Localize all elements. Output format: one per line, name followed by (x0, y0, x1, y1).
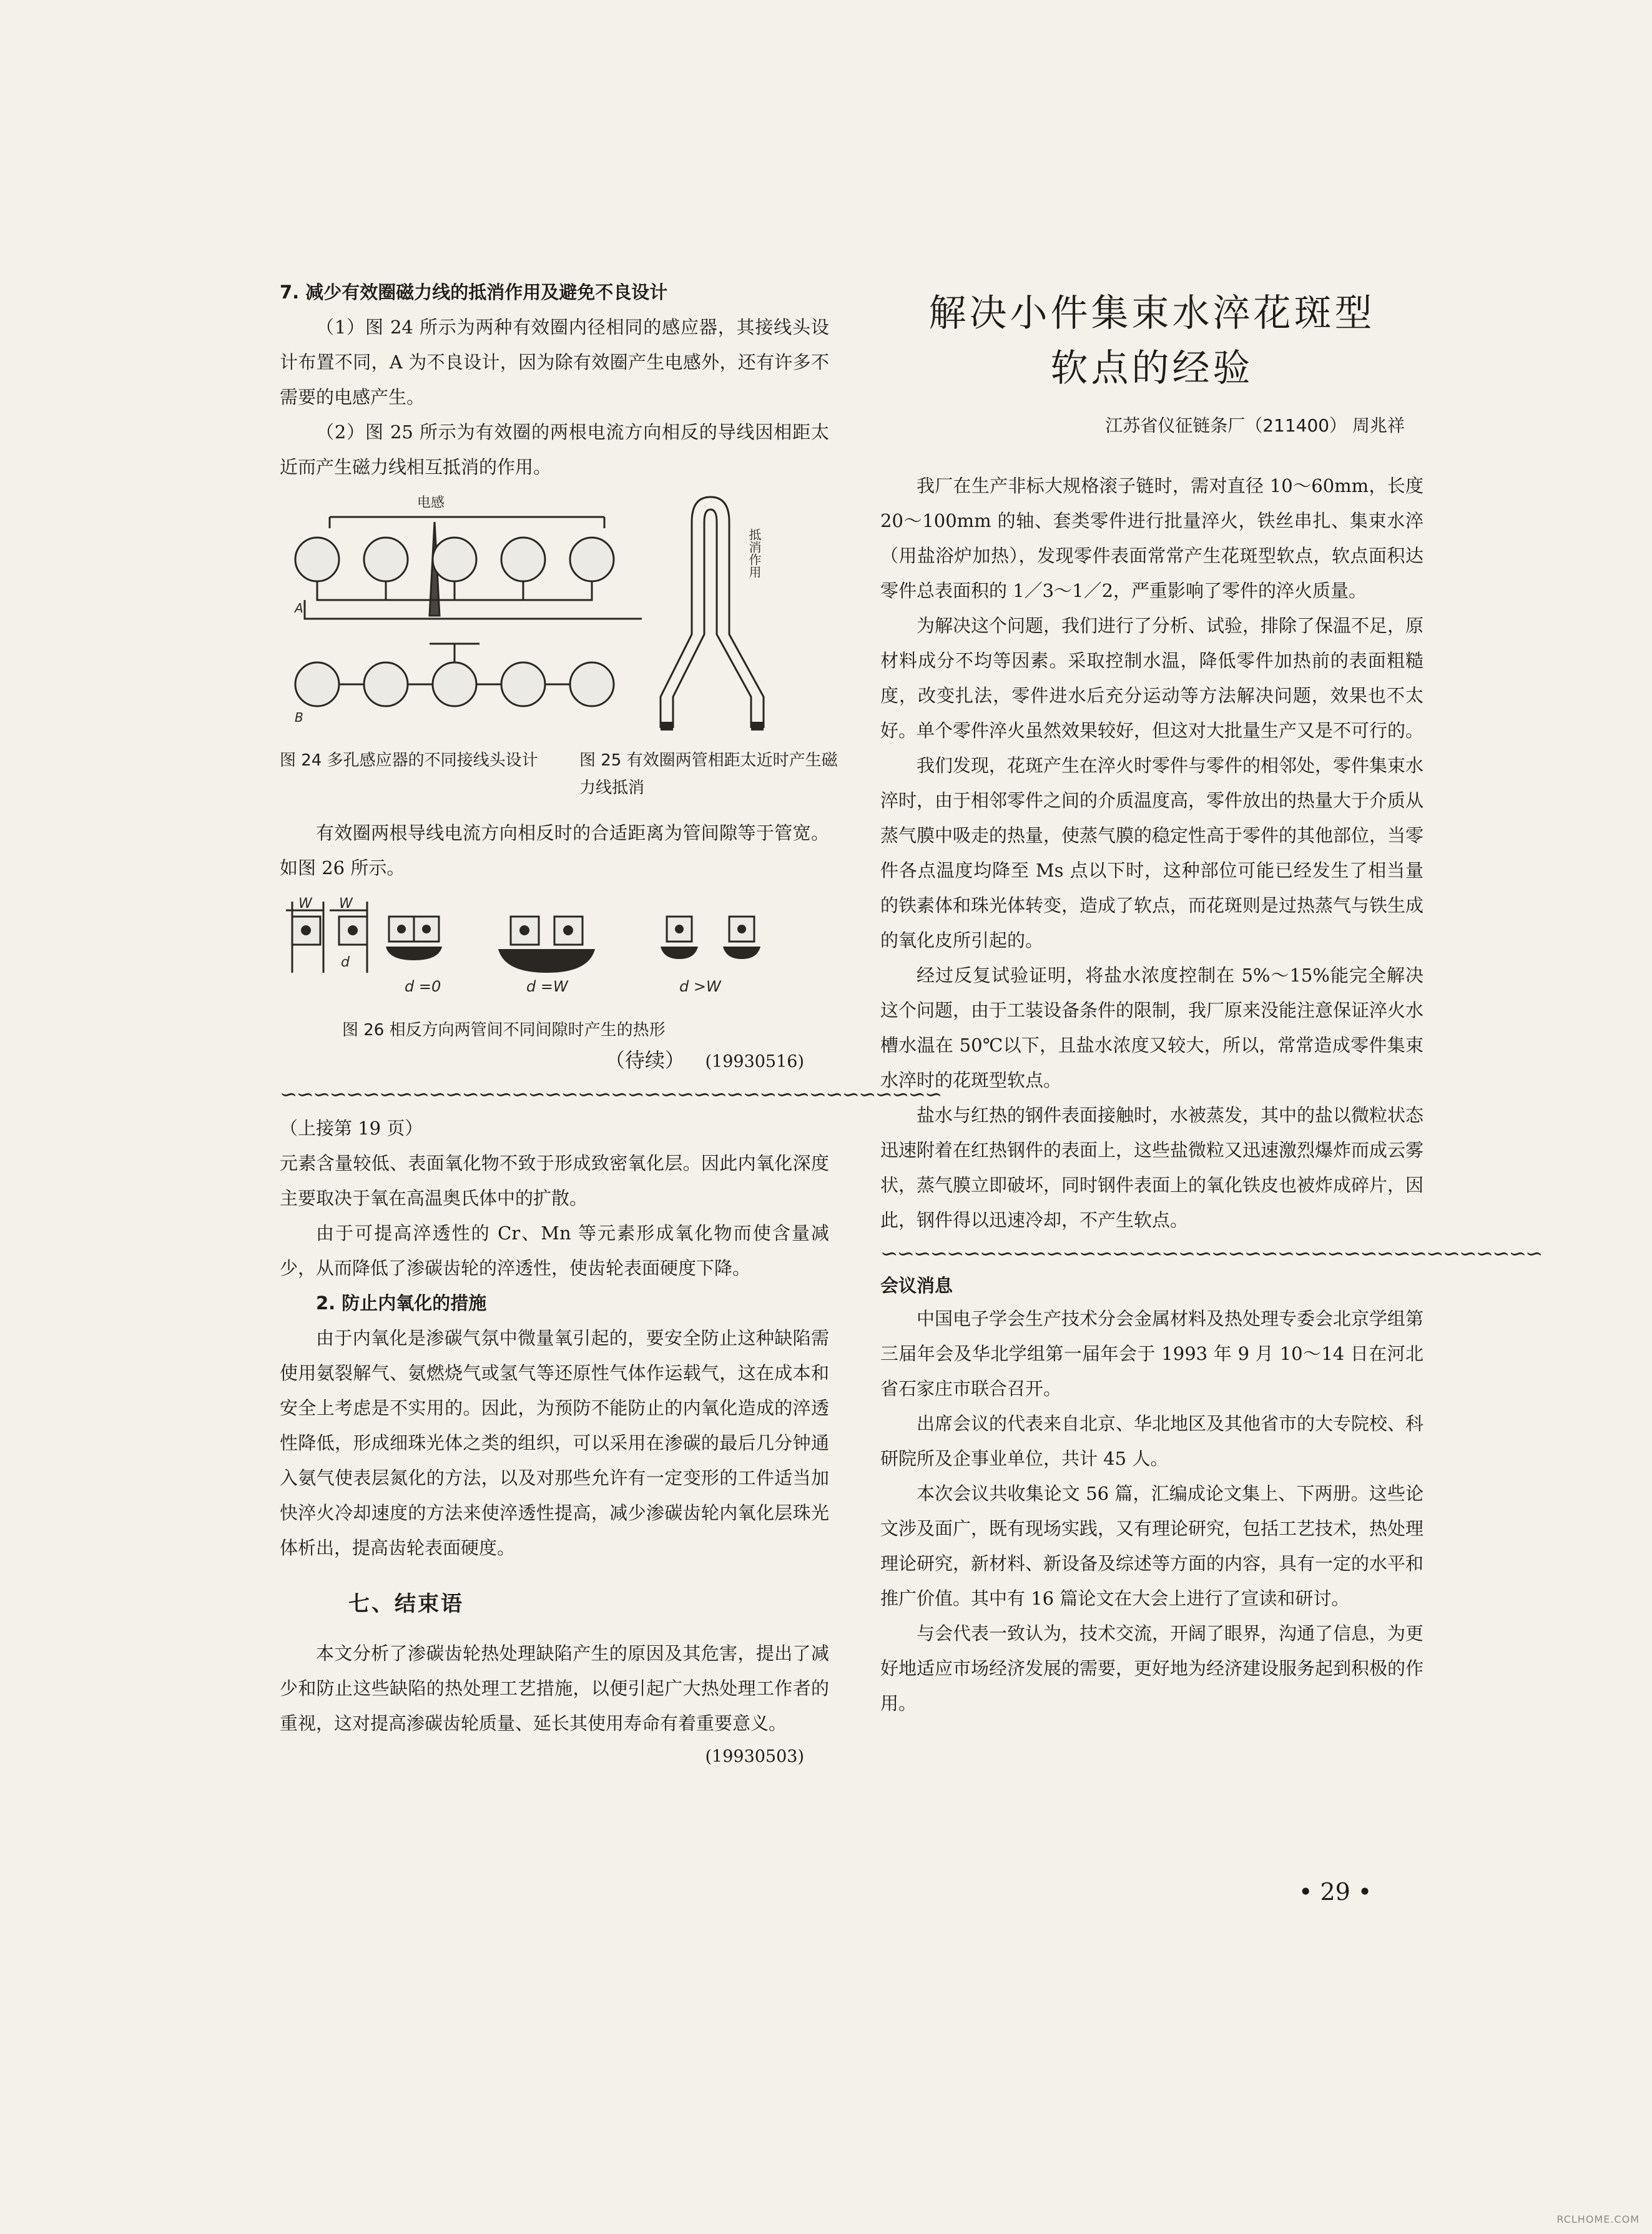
figure-24-label-top: 电感 (417, 495, 445, 511)
article-date: (19930516) (705, 1052, 804, 1071)
paragraph: 经过反复试验证明，将盐水浓度控制在 5%～15%能完全解决这个问题，由于工装设备条件的限制，我厂原来没能注意保证淬火水槽水温在 50℃以下，且盐水浓度又较大，所以，常常造成零件集束水淬时的花斑型软点。 (880, 965, 1424, 1091)
figure-25-diagram (661, 485, 785, 734)
page-number: • 29 • (1299, 1878, 1372, 1906)
right-column (880, 275, 1542, 1721)
paragraph: 本次会议共收集论文 56 篇，汇编成论文集上、下两册。这些论文涉及面广，既有现场实践，又有理论研究，包括工艺技术，热处理理论研究，新材料、新设备及综述等方面的内容，具有一定的水平和推广价值。其中有 16 篇论文在大会上进行了宣读和研讨。 (880, 1483, 1424, 1609)
paragraph: 为解决这个问题，我们进行了分析、试验，排除了保温不足，原材料成分不均等因素。采取控制水温，降低零件加热前的表面粗糙度，改变扎法，零件进水后充分运动等方法解决问题，效果也不太好。单个零件淬火虽然效果较好，但这对大批量生产又是不可行的。 (880, 615, 1424, 741)
paragraph: 我厂在生产非标大规格滚子链时，需对直径 10～60mm，长度 20～100mm 的轴、套类零件进行批量淬火，铁丝串扎、集束水淬（用盐浴炉加热），发现零件表面常常产生花斑型软点，软点面积达零件总表面积的 1／3～1／2，严重影响了零件的淬火质量。 (880, 475, 1423, 601)
figure-25-caption: 图 25 有效圈两管相距太近时产生磁力线抵消 (579, 751, 838, 797)
wavy-divider: ∽∽∽∽∽∽∽∽∽∽∽∽∽∽∽∽∽∽∽∽∽∽∽∽∽∽∽∽∽∽∽∽∽∽∽∽∽∽∽∽ (880, 1241, 1542, 1266)
figure-24-label-a: A (295, 601, 303, 616)
figures-24-25 (280, 491, 838, 815)
paragraph: 与会代表一致认为，技术交流，开阔了眼界，沟通了信息，为更好地适应市场经济发展的需要，更好地为经济建设服务起到积极的作用。 (880, 1623, 1424, 1714)
figure-26-caption: 图 26 相反方向两管间不同间隙时产生的热形 (342, 1021, 666, 1040)
figure-26-label-1: d =0 (405, 978, 441, 995)
wavy-divider: ∽∽∽∽∽∽∽∽∽∽∽∽∽∽∽∽∽∽∽∽∽∽∽∽∽∽∽∽∽∽∽∽∽∽∽∽∽∽∽∽ (280, 1082, 942, 1107)
paragraph: 由于内氧化是渗碳气氛中微量氧引起的，要安全防止这种缺陷需使用氨裂解气、氨燃烧气或氢气等还原性气体作运载气，这在成本和安全上考虑是不实用的。因此，为预防不能防止的内氧化造成的淬透性降低，形成细珠光体之类的组织，可以采用在渗碳的最后几分钟通入氨气使表层氮化的方法，以及对那些允许有一定变形的工件适当加快淬火冷却速度的方法来使淬透性提高，减少渗碳齿轮内氧化层珠光体析出，提高齿轮表面硬度。 (280, 1327, 829, 1558)
to-be-continued: （待续） (604, 1048, 685, 1072)
article-title-line-1: 解决小件集束水淬花斑型 (928, 292, 1375, 335)
article-title-line-2: 软点的经验 (1050, 347, 1254, 390)
paragraph: 有效圈两根导线电流方向相反时的合适距离为管间隙等于管宽。如图 26 所示。 (280, 822, 829, 878)
paragraph: 中国电子学会生产技术分会金属材料及热处理专委会北京学组第三届年会及华北学组第一届年会于 1993 年 9 月 10～14 日在河北省石家庄市联合召开。 (880, 1308, 1424, 1399)
news-heading: 会议消息 (880, 1275, 953, 1296)
paragraph: 元素含量较低、表面氧化物不致于形成致密氧化层。因此内氧化深度主要取决于氧在高温奥氏体中的扩散。 (280, 1153, 829, 1209)
paragraph: 我们发现，花斑产生在淬火时零件与零件的相邻处，零件集束水淬时，由于相邻零件之间的介质温度高，零件放出的热量大于介质从蒸气膜中吸走的热量，使蒸气膜的稳定性高于零件的其他部位，当零件各点温度均降至 Ms 点以下时，这种部位可能已经发生了相当量的铁素体和珠光体转变，造成了软点，而花斑则是过热蒸气与铁生成的氧化皮所引起的。 (880, 755, 1424, 951)
subsection-heading: 2. 防止内氧化的措施 (316, 1292, 487, 1314)
figure-24-label-b: B (295, 710, 303, 725)
figure-26-label-3: d >W (679, 978, 721, 995)
paragraph: 盐水与红热的钢件表面接触时，水被蒸发，其中的盐以微粒状态迅速附着在红热钢件的表面上，这些盐微粒又迅速激烈爆炸而成云雾状，蒸气膜立即破坏，同时钢件表面上的氧化铁皮也被炸成碎片，因此，钢件得以迅速冷却，不产生软点。 (880, 1105, 1424, 1231)
paragraph: 出席会议的代表来自北京、华北地区及其他省市的大专院校、科研院所及企事业单位，共计 45 人。 (880, 1413, 1424, 1469)
section-heading-conclusion: 七、结束语 (348, 1592, 464, 1616)
paragraph: （2）图 25 所示为有效圈的两根电流方向相反的导线因相距太近而产生磁力线相互抵消的作用。 (280, 421, 829, 478)
article-byline: 江苏省仪征链条厂（211400） 周兆祥 (1105, 415, 1405, 436)
figure-26-label-2: d =W (526, 978, 568, 995)
watermark: RCLHOME.COM (1556, 2213, 1640, 2225)
continuation-line (280, 1044, 829, 1078)
article-date: (19930503) (705, 1747, 804, 1766)
figure-24-caption: 图 24 多孔感应器的不同接线头设计 (280, 751, 538, 770)
figure-24-diagram (292, 491, 642, 728)
paragraph: （1）图 24 所示为两种有效圈内径相同的感应器，其接线头设计布置不同，A 为不良设计，因为除有效圈产生电感外，还有许多不需要的电感产生。 (280, 317, 829, 408)
article-title (880, 286, 1423, 396)
paragraph: 由于可提高淬透性的 Cr、Mn 等元素形成氧化物而使含量减少，从而降低了渗碳齿轮的淬透性，使齿轮表面硬度下降。 (280, 1223, 829, 1279)
paragraph: 本文分析了渗碳齿轮热处理缺陷产生的原因及其危害，提出了减少和防止这些缺陷的热处理工艺措施，以便引起广大热处理工作者的重视，这对提高渗碳齿轮质量、延长其使用寿命有着重要意义。 (280, 1643, 829, 1734)
figure-26 (280, 892, 829, 1016)
figure-26-w1: W (298, 896, 312, 912)
figure-26-diagram (280, 892, 829, 998)
continued-from: （上接第 19 页） (280, 1118, 423, 1139)
figure-26-w2: W (339, 896, 353, 912)
figure-26-d: d (341, 955, 350, 970)
section-heading-7: 7. 减少有效圈磁力线的抵消作用及避免不良设计 (280, 282, 668, 303)
figure-25-label: 抵消作用 (747, 528, 762, 578)
